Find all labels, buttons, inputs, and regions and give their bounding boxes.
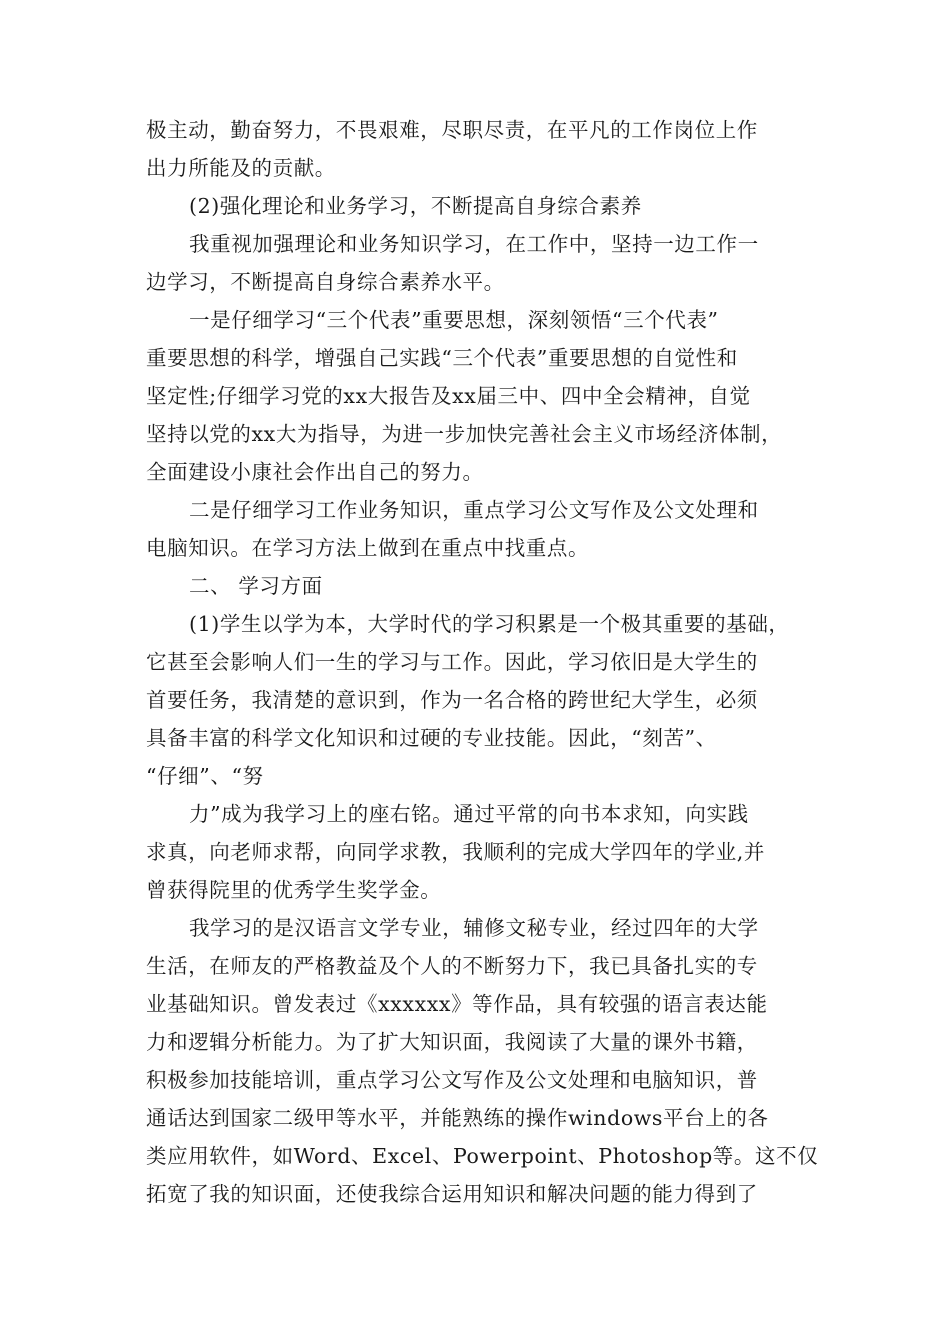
- text-line: 力”成为我学习上的座右铭。通过平常的向书本求知，向实践: [189, 802, 749, 826]
- text-line: 边学习，不断提高自身综合素养水平。: [146, 270, 505, 294]
- text-line: 首要任务，我清楚的意识到，作为一名合格的跨世纪大学生，必须: [146, 688, 758, 712]
- text-line: 坚定性;仔细学习党的xx大报告及xx届三中、四中全会精神，自觉: [146, 384, 751, 408]
- text-line: (2)强化理论和业务学习，不断提高自身综合素养: [189, 194, 642, 218]
- text-line: 生活，在师友的严格教益及个人的不断努力下，我已具备扎实的专: [146, 954, 758, 978]
- text-line: 全面建设小康社会作出自己的努力。: [146, 460, 484, 484]
- text-line: 电脑知识。在学习方法上做到在重点中找重点。: [146, 536, 590, 560]
- text-line: 一是仔细学习“三个代表”重要思想，深刻领悟“三个代表”: [189, 308, 719, 332]
- text-line: 我重视加强理论和业务知识学习，在工作中，坚持一边工作一: [189, 232, 759, 256]
- text-line: 坚持以党的xx大为指导，为进一步加快完善社会主义市场经济体制，: [146, 422, 783, 446]
- section-heading: 二、 学习方面: [189, 574, 323, 598]
- text-line: 二是仔细学习工作业务知识，重点学习公文写作及公文处理和: [189, 498, 759, 522]
- text-line: 重要思想的科学，增强自己实践“三个代表”重要思想的自觉性和: [146, 346, 738, 370]
- text-line: 求真，向老师求帮，向同学求教，我顺利的完成大学四年的学业,并: [146, 840, 766, 864]
- text-line: 类应用软件，如Word、Excel、Powerpoint、Photoshop等。这不仅: [146, 1144, 819, 1168]
- text-line: 积极参加技能培训，重点学习公文写作及公文处理和电脑知识，普: [146, 1068, 758, 1092]
- text-line: 业基础知识。曾发表过《xxxxxx》等作品，具有较强的语言表达能: [146, 992, 768, 1016]
- text-line: 拓宽了我的知识面，还使我综合运用知识和解决问题的能力得到了: [146, 1182, 758, 1206]
- text-line: (1)学生以学为本，大学时代的学习积累是一个极其重要的基础，: [189, 612, 790, 636]
- text-line: 具备丰富的科学文化知识和过硬的专业技能。因此，“刻苦”、: [146, 726, 717, 750]
- text-line: 出力所能及的贡献。: [146, 156, 336, 180]
- text-line: 它甚至会影响人们一生的学习与工作。因此，学习依旧是大学生的: [146, 650, 758, 674]
- text-line: 极主动，勤奋努力，不畏艰难，尽职尽责，在平凡的工作岗位上作: [146, 118, 758, 142]
- text-line: 力和逻辑分析能力。为了扩大知识面，我阅读了大量的课外书籍，: [146, 1030, 758, 1054]
- text-line: 通话达到国家二级甲等水平，并能熟练的操作windows平台上的各: [146, 1106, 769, 1130]
- text-line: 曾获得院里的优秀学生奖学金。: [146, 878, 442, 902]
- text-line: “仔细”、“努: [146, 764, 264, 788]
- text-line: 我学习的是汉语言文学专业，辅修文秘专业，经过四年的大学: [189, 916, 759, 940]
